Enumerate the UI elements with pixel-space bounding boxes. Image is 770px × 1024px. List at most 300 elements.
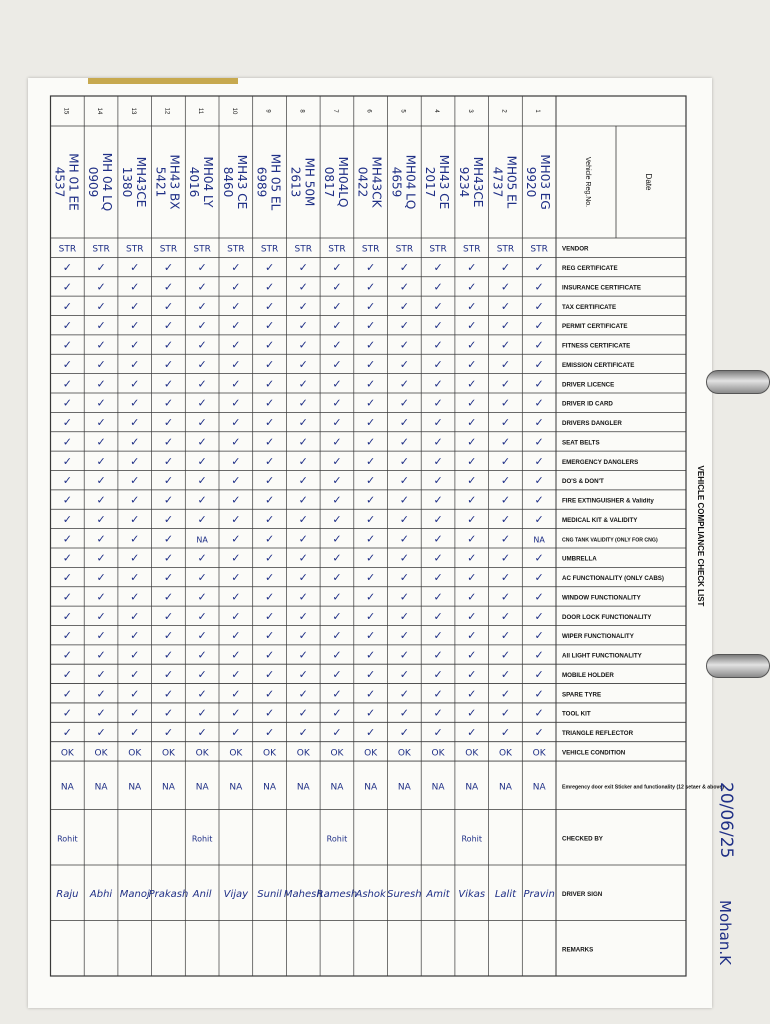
cell-mark-text: ✓	[399, 706, 409, 720]
column-header-24	[562, 691, 601, 698]
cell-mark	[164, 435, 173, 448]
cell-mark	[400, 629, 409, 642]
cell-mark	[501, 707, 510, 720]
cell-mark	[501, 590, 510, 603]
cell-mark-text: ✓	[96, 706, 106, 720]
cell-mark	[299, 261, 308, 274]
cell-mark-text: ✓	[130, 493, 140, 507]
cell-mark	[429, 245, 446, 255]
cell-mark-text: ✓	[500, 532, 511, 546]
cell-mark-text: ✓	[332, 493, 342, 507]
cell-mark-text: ✓	[264, 706, 275, 720]
cell-mark	[265, 610, 274, 623]
cell-mark	[198, 571, 207, 584]
cell-mark	[501, 513, 510, 526]
cell-mark-text: ✓	[500, 435, 511, 449]
cell-mark	[332, 610, 341, 623]
cell-mark	[433, 687, 442, 700]
cell-mark	[63, 494, 72, 507]
cell-mark-text: ✓	[96, 280, 106, 294]
cell-mark-text: ✓	[62, 512, 72, 526]
cell-mark-text: ✓	[231, 648, 241, 662]
cell-mark-text: STR	[159, 244, 178, 255]
cell-mark	[433, 261, 442, 274]
cell-mark-text: ✓	[433, 280, 443, 294]
cell-mark	[501, 280, 510, 293]
cell-mark-text: ✓	[96, 532, 106, 546]
row-number: 12	[163, 107, 170, 115]
vehicle-reg-line1: MH43CE	[133, 156, 148, 208]
cell-mark	[433, 377, 442, 390]
cell-mark-text: ✓	[500, 416, 511, 430]
vehicle-reg-line1: MH 05 EL	[268, 153, 283, 211]
cell-mark-text: ✓	[197, 706, 207, 720]
cell-mark	[433, 552, 442, 565]
cell-mark	[63, 339, 72, 352]
cell-mark	[96, 649, 105, 662]
cell-mark-text: NA	[330, 782, 344, 793]
cell-mark-text: ✓	[332, 571, 342, 585]
cell-mark	[467, 707, 476, 720]
cell-mark	[535, 474, 544, 487]
cell-mark	[164, 397, 173, 410]
cell-mark	[96, 319, 105, 332]
cell-mark-text: NA	[431, 782, 445, 793]
cell-mark-text: ✓	[534, 474, 544, 488]
cell-mark-text: ✓	[433, 726, 443, 740]
cell-mark	[433, 629, 442, 642]
cell-mark	[96, 726, 105, 739]
cell-mark	[400, 707, 409, 720]
cell-mark-text: ✓	[163, 338, 174, 352]
column-header-label: VEHICLE CONDITION	[562, 749, 626, 757]
cell-mark	[231, 552, 240, 565]
cell-mark	[366, 513, 375, 526]
cell-mark	[400, 300, 409, 313]
cell-mark	[433, 726, 442, 739]
cell-mark-text: ✓	[130, 667, 140, 681]
cell-mark	[433, 339, 442, 352]
cell-mark-text: ✓	[433, 571, 443, 585]
cell-mark	[467, 280, 476, 293]
cell-mark-text: ✓	[163, 687, 174, 701]
cell-mark	[96, 474, 105, 487]
cell-mark	[299, 474, 308, 487]
cell-mark	[130, 416, 139, 429]
vehicle-reg-line2: 2017	[423, 166, 438, 198]
cell-mark-text: ✓	[534, 435, 544, 449]
column-header-4	[562, 304, 616, 311]
cell-mark	[130, 571, 139, 584]
cell-mark-text: ✓	[62, 648, 72, 662]
cell-mark-text: STR	[126, 244, 144, 255]
cell-mark-text: ✓	[62, 609, 72, 623]
cell-mark	[501, 571, 510, 584]
column-header-label: DRIVERS DANGLER	[562, 420, 622, 428]
cell-mark-text: ✓	[366, 474, 376, 488]
cell-mark	[400, 377, 409, 390]
cell-mark	[198, 397, 207, 410]
cell-mark	[95, 748, 109, 758]
cell-mark-text: ✓	[399, 377, 409, 391]
cell-mark	[396, 245, 413, 255]
cell-mark	[96, 261, 105, 274]
cell-mark	[467, 532, 476, 545]
column-header-2	[562, 265, 618, 272]
cell-mark-text: ✓	[62, 280, 72, 294]
cell-mark	[501, 474, 510, 487]
cell-mark-text: ✓	[433, 493, 443, 507]
cell-mark-text: ✓	[399, 551, 409, 565]
cell-mark-text: Ramesh	[316, 888, 358, 900]
cell-mark-text: ✓	[96, 338, 106, 352]
cell-mark	[535, 552, 544, 565]
cell-mark	[535, 377, 544, 390]
cell-mark	[366, 668, 375, 681]
cell-mark	[332, 300, 341, 313]
cell-mark	[263, 782, 277, 792]
cell-mark-text: ✓	[399, 357, 409, 371]
cell-mark-text: ✓	[264, 474, 275, 488]
cell-mark	[231, 435, 240, 448]
cell-mark	[366, 280, 375, 293]
cell-mark	[467, 416, 476, 429]
cell-mark-text: ✓	[231, 416, 241, 430]
column-header-label: DRIVER SIGN	[562, 890, 603, 898]
cell-mark-text: STR	[361, 244, 380, 255]
cell-mark-text: ✓	[96, 396, 106, 410]
cell-mark-text: OK	[296, 748, 310, 759]
cell-mark	[130, 319, 139, 332]
cell-mark	[366, 610, 375, 623]
cell-mark-text: ✓	[366, 493, 376, 507]
cell-mark	[366, 319, 375, 332]
cell-mark-text: ✓	[399, 319, 409, 333]
cell-mark-text: ✓	[264, 357, 275, 371]
cell-mark-text: ✓	[62, 416, 72, 430]
cell-mark	[130, 455, 139, 468]
cell-mark-text: Suresh	[387, 888, 422, 900]
cell-mark-text: ✓	[433, 338, 443, 352]
cell-mark	[331, 782, 345, 792]
cell-mark	[535, 629, 544, 642]
cell-mark-text: ✓	[231, 454, 241, 468]
cell-mark	[299, 590, 308, 603]
cell-mark	[63, 377, 72, 390]
cell-mark	[366, 707, 375, 720]
cell-mark-text: ✓	[534, 512, 544, 526]
cell-mark-text: ✓	[366, 357, 376, 371]
cell-mark	[63, 629, 72, 642]
cell-mark	[535, 358, 544, 371]
cell-mark	[63, 435, 72, 448]
cell-mark	[198, 513, 207, 526]
cell-mark	[299, 319, 308, 332]
cell-mark-text: ✓	[332, 726, 342, 740]
cell-mark-text: ✓	[399, 280, 409, 294]
cell-mark	[299, 435, 308, 448]
cell-mark-text: ✓	[197, 571, 207, 585]
column-header-label: SEAT BELTS	[562, 439, 600, 447]
cell-mark-text: OK	[195, 748, 209, 759]
cell-mark	[400, 513, 409, 526]
vehicle-reg-line1: MH 01 EE	[66, 153, 81, 211]
column-header-12	[562, 459, 638, 466]
cell-mark	[433, 300, 442, 313]
cell-mark	[63, 280, 72, 293]
cell-mark	[400, 494, 409, 507]
cell-mark	[400, 610, 409, 623]
cell-mark-text: ✓	[366, 454, 376, 468]
vehicle-reg-line2: 2613	[288, 166, 303, 198]
cell-mark	[467, 435, 476, 448]
cell-mark-text: ✓	[399, 474, 409, 488]
cell-mark	[535, 571, 544, 584]
row-number: 14	[96, 107, 103, 115]
cell-mark	[535, 339, 544, 352]
column-header-label: TRIANGLE REFLECTOR	[562, 730, 634, 738]
column-header-label: DO'S & DON'T	[562, 478, 604, 486]
cell-mark	[332, 571, 341, 584]
vehicle-reg-line2: 9920	[524, 166, 539, 198]
cell-mark-text: ✓	[433, 667, 443, 681]
cell-mark	[501, 261, 510, 274]
cell-mark	[130, 280, 139, 293]
cell-mark	[366, 649, 375, 662]
cell-mark	[299, 668, 308, 681]
column-header-label: DRIVER ID CARD	[562, 400, 613, 408]
cell-mark	[261, 245, 278, 255]
cell-mark	[164, 513, 173, 526]
cell-mark-text: ✓	[433, 396, 443, 410]
cell-mark-text: OK	[229, 748, 243, 759]
cell-mark-text: ✓	[264, 338, 275, 352]
cell-mark	[366, 726, 375, 739]
cell-mark	[366, 358, 375, 371]
cell-mark-text: ✓	[366, 435, 376, 449]
vehicle-reg-line1: MH04LQ	[335, 156, 350, 208]
cell-mark-text: ✓	[500, 261, 511, 275]
cell-mark-text: ✓	[534, 726, 544, 740]
cell-mark-text: ✓	[298, 454, 308, 468]
cell-mark-text: ✓	[62, 726, 72, 740]
cell-mark	[332, 397, 341, 410]
cell-mark-text: OK	[465, 748, 479, 759]
cell-mark-text: Raju	[56, 888, 79, 900]
column-header-5	[562, 323, 628, 330]
cell-mark-text: ✓	[62, 435, 72, 449]
cell-mark-text: ✓	[96, 261, 106, 275]
cell-mark	[299, 649, 308, 662]
cell-mark-text: ✓	[197, 590, 207, 604]
cell-mark-text: Rohit	[326, 834, 348, 844]
cell-mark	[198, 726, 207, 739]
cell-mark	[400, 416, 409, 429]
cell-mark	[332, 590, 341, 603]
cell-mark-text: ✓	[197, 299, 207, 313]
cell-mark-text: ✓	[332, 667, 342, 681]
cell-mark	[198, 358, 207, 371]
cell-mark	[63, 668, 72, 681]
cell-mark-text: ✓	[366, 609, 376, 623]
cell-mark-text: ✓	[433, 706, 443, 720]
cell-mark	[265, 707, 274, 720]
cell-mark	[433, 513, 442, 526]
cell-mark-text: ✓	[399, 667, 409, 681]
cell-mark-text: ✓	[500, 667, 511, 681]
cell-mark	[63, 261, 72, 274]
cell-mark-text: ✓	[500, 377, 511, 391]
cell-mark	[130, 358, 139, 371]
cell-mark	[265, 494, 274, 507]
row-number: 3	[466, 109, 473, 113]
cell-mark	[265, 319, 274, 332]
vehicle-reg-line1: MH 04 LQ	[100, 152, 115, 212]
cell-mark-text: ✓	[298, 357, 308, 371]
cell-mark	[265, 649, 274, 662]
cell-mark-text: ✓	[298, 280, 308, 294]
cell-mark-text: ✓	[500, 299, 511, 313]
cell-mark	[433, 397, 442, 410]
cell-mark-text: ✓	[534, 319, 544, 333]
cell-mark-text: ✓	[298, 590, 308, 604]
cell-mark	[530, 245, 547, 255]
cell-mark	[63, 610, 72, 623]
cell-mark	[533, 782, 547, 792]
cell-mark-text: NA	[94, 782, 108, 793]
cell-mark-text: ✓	[62, 357, 72, 371]
cell-mark-text: ✓	[163, 629, 174, 643]
cell-mark-text: ✓	[197, 493, 207, 507]
cell-mark	[164, 319, 173, 332]
cell-mark-text: ✓	[332, 261, 342, 275]
cell-mark-text: ✓	[96, 319, 106, 333]
cell-mark-text: ✓	[298, 493, 308, 507]
column-header-14	[562, 498, 654, 505]
cell-mark-text: ✓	[500, 280, 511, 294]
margin-date: 20/06/25	[716, 782, 736, 859]
cell-mark-text: ✓	[231, 629, 241, 643]
cell-mark	[332, 687, 341, 700]
cell-mark	[366, 629, 375, 642]
cell-mark	[332, 455, 341, 468]
cell-mark-text: ✓	[96, 726, 106, 740]
cell-mark-text: ✓	[467, 667, 477, 681]
cell-mark	[297, 782, 311, 792]
cell-mark-text: ✓	[332, 357, 342, 371]
cell-mark-text: ✓	[62, 590, 72, 604]
cell-mark-text: ✓	[231, 532, 241, 546]
column-header-21	[562, 633, 635, 640]
cell-mark	[63, 532, 72, 545]
cell-mark-text: OK	[94, 748, 108, 759]
cell-mark-text: ✓	[332, 512, 342, 526]
cell-mark-text: ✓	[366, 261, 376, 275]
cell-mark-text: ✓	[163, 571, 174, 585]
cell-mark	[299, 300, 308, 313]
cell-mark-text: ✓	[534, 493, 544, 507]
cell-mark-text: ✓	[163, 377, 174, 391]
cell-mark	[523, 889, 554, 900]
column-header-label: TAX CERTIFICATE	[562, 303, 617, 311]
column-header-label: All LIGHT FUNCTIONALITY	[562, 652, 642, 660]
cell-mark-text: ✓	[366, 532, 376, 546]
cell-mark-text: ✓	[264, 416, 275, 430]
cell-mark	[317, 889, 358, 900]
cell-mark	[467, 358, 476, 371]
cell-mark-text: ✓	[231, 261, 241, 275]
cell-mark	[501, 532, 510, 545]
cell-mark	[63, 513, 72, 526]
vehicle-reg-line2: 4537	[52, 166, 67, 198]
vehicle-reg-line1: MH43CE	[470, 156, 485, 208]
cell-mark-text: NA	[263, 782, 276, 793]
cell-mark	[465, 748, 479, 758]
cell-mark-text: ✓	[264, 493, 275, 507]
cell-mark-text: ✓	[500, 571, 511, 585]
cell-mark-text: ✓	[399, 396, 409, 410]
cell-mark	[467, 377, 476, 390]
cell-mark-text: ✓	[433, 319, 443, 333]
binder-ring-bottom	[706, 654, 770, 678]
cell-mark-text: ✓	[264, 687, 275, 701]
vehicle-reg-line2: 1380	[119, 166, 134, 198]
cell-mark	[198, 339, 207, 352]
cell-mark	[192, 834, 213, 843]
cell-mark-text: ✓	[163, 648, 174, 662]
vehicle-reg-line1: MH04 LY	[201, 156, 216, 208]
cell-mark	[265, 590, 274, 603]
cell-mark	[398, 748, 412, 758]
row-number: 5	[399, 109, 406, 113]
cell-mark-text: ✓	[231, 571, 241, 585]
cell-mark-text: ✓	[163, 435, 174, 449]
cell-mark-text: ✓	[130, 474, 140, 488]
cell-mark	[96, 397, 105, 410]
cell-mark	[198, 707, 207, 720]
cell-mark-text: ✓	[163, 726, 174, 740]
cell-mark-text: ✓	[534, 338, 544, 352]
cell-mark-text: ✓	[399, 416, 409, 430]
date-header: Date	[644, 173, 653, 191]
cell-mark-text: ✓	[62, 571, 72, 585]
cell-mark-text: ✓	[62, 493, 72, 507]
cell-mark-text: ✓	[197, 474, 207, 488]
column-header-29	[562, 835, 604, 842]
cell-mark	[198, 552, 207, 565]
cell-mark-text: ✓	[433, 377, 443, 391]
cell-mark-text: ✓	[163, 512, 174, 526]
cell-mark-text: Amit	[426, 888, 450, 900]
cell-mark	[96, 416, 105, 429]
cell-mark	[501, 494, 510, 507]
cell-mark	[299, 610, 308, 623]
cell-mark	[366, 532, 375, 545]
column-header-label: PERMIT CERTIFICATE	[562, 323, 628, 331]
cell-mark-text: ✓	[197, 512, 207, 526]
cell-mark	[467, 513, 476, 526]
cell-mark-text: ✓	[231, 493, 241, 507]
cell-mark	[299, 377, 308, 390]
cell-mark-text: ✓	[467, 629, 477, 643]
vehicle-reg-line2: 4737	[490, 166, 505, 198]
cell-mark-text: ✓	[298, 435, 308, 449]
cell-mark-text: ✓	[298, 726, 308, 740]
cell-mark	[63, 726, 72, 739]
cell-mark-text: OK	[263, 748, 277, 759]
cell-mark-text: ✓	[500, 609, 511, 623]
cell-mark-text: ✓	[231, 687, 241, 701]
